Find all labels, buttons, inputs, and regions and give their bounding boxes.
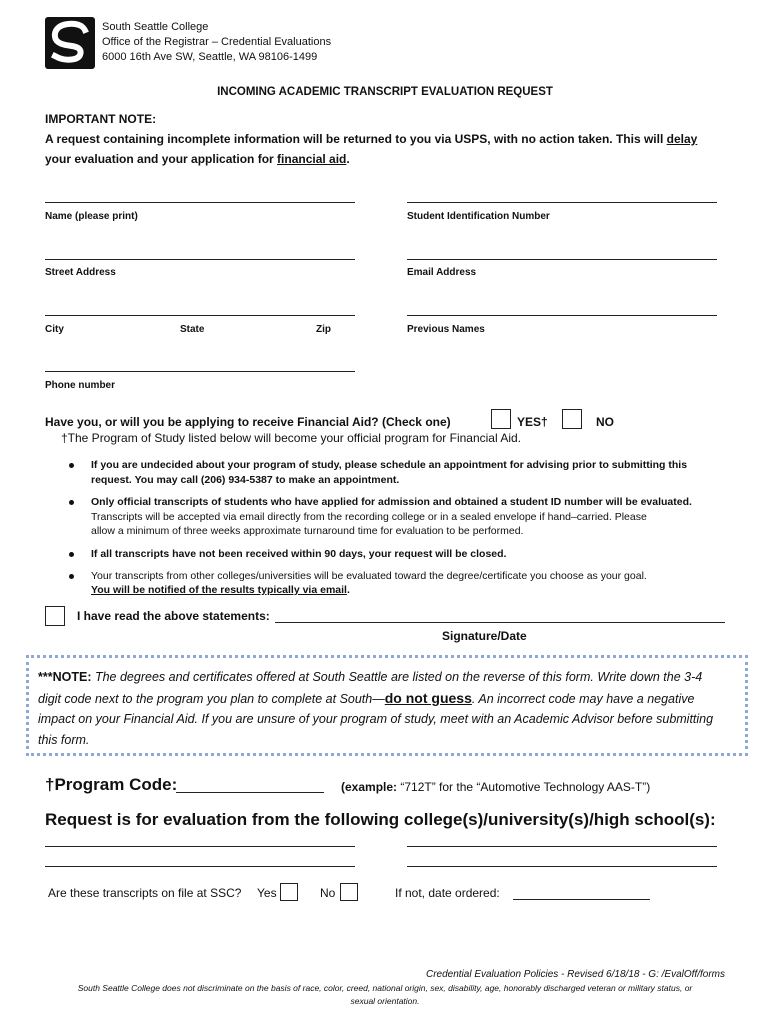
- note-line1: [38, 667, 702, 688]
- on-file-yes-label: Yes: [257, 886, 277, 900]
- header-college: South Seattle College: [102, 21, 209, 33]
- financial-aid-no-checkbox[interactable]: [562, 409, 582, 429]
- note-line2-text: digit code next to the program you plan to complete at South—: [38, 692, 385, 706]
- bullet1-line2: request. You may call (206) 934-5387 to make an appointment.: [91, 474, 400, 486]
- phone-label: Phone number: [45, 380, 116, 391]
- bullet-dot: [69, 500, 74, 505]
- bullet2-line1: Only official transcripts of students who have applied for admission and obtained a student ID number will be evaluated.: [91, 496, 692, 508]
- email-field[interactable]: [407, 259, 717, 260]
- header-address: 6000 16th Ave SW, Seattle, WA 98106-1499: [102, 51, 318, 63]
- signature-field[interactable]: [275, 622, 725, 623]
- note-line1-text: A request containing incomplete information will be returned to you via USPS, with no action taken. This will: [45, 132, 667, 146]
- financial-aid-question: Have you, or will you be applying to receive Financial Aid? (Check one): [45, 415, 451, 429]
- date-ordered-label: If not, date ordered:: [395, 886, 500, 900]
- student-id-label: Student Identification Number: [407, 211, 550, 222]
- footer-nondiscrimination-2: sexual orientation.: [350, 996, 420, 1006]
- page-title: INCOMING ACADEMIC TRANSCRIPT EVALUATION REQUEST: [217, 86, 553, 98]
- zip-label: Zip: [316, 324, 331, 335]
- name-field[interactable]: [45, 202, 355, 203]
- name-label: Name (please print): [45, 211, 138, 222]
- bullet4-notified-text: You will be notified of the results typically via email: [91, 584, 347, 596]
- institution-field-1[interactable]: [45, 846, 355, 847]
- previous-names-field[interactable]: [407, 315, 717, 316]
- important-note-line2: [45, 152, 350, 166]
- header-office: Office of the Registrar – Credential Evaluations: [102, 36, 332, 48]
- street-field[interactable]: [45, 259, 355, 260]
- note-line2-end: . An incorrect code may have a negative: [471, 692, 695, 706]
- institution-field-3[interactable]: [45, 866, 355, 867]
- program-code-label: †Program Code:: [45, 775, 178, 794]
- note-financial-aid-text: financial aid: [277, 152, 347, 166]
- financial-aid-no-label: NO: [596, 415, 614, 429]
- state-label: State: [180, 324, 205, 335]
- example-text: “712T” for the “Automotive Technology AAS-T”): [397, 780, 651, 794]
- footer-policy: Credential Evaluation Policies - Revised 6/18/18 - G: /EvalOff/forms: [425, 969, 725, 980]
- request-heading: Request is for evaluation from the following college(s)/university(s)/high school(s):: [45, 810, 716, 829]
- example-label: (example:: [341, 780, 398, 794]
- note-line2-text: your evaluation and your application for: [45, 152, 278, 166]
- bullet-dot: [69, 574, 74, 579]
- city-state-zip-field[interactable]: [45, 315, 355, 316]
- on-file-question: Are these transcripts on file at SSC?: [48, 886, 242, 900]
- street-label: Street Address: [45, 267, 116, 278]
- note-line2-end: .: [346, 152, 350, 166]
- institution-field-4[interactable]: [407, 866, 717, 867]
- previous-names-label: Previous Names: [407, 324, 485, 335]
- do-not-guess-text: do not guess: [384, 690, 472, 706]
- phone-field[interactable]: [45, 371, 355, 372]
- student-id-field[interactable]: [407, 202, 717, 203]
- read-statements-label: I have read the above statements:: [77, 609, 270, 623]
- bullet4-line1: Your transcripts from other colleges/universities will be evaluated toward the degree/certificate you choose as your goal.: [91, 570, 647, 582]
- program-code-field[interactable]: [176, 792, 324, 793]
- important-note-line1: [45, 132, 697, 146]
- note-delay-text: delay: [666, 132, 698, 146]
- note-line4: this form.: [38, 733, 90, 747]
- city-label: City: [45, 324, 64, 335]
- program-code-example: [341, 780, 650, 794]
- bullet2-line2: Transcripts will be accepted via email directly from the recording college or in a sealed envelope if hand–carried. Please: [91, 511, 647, 523]
- note-line3: impact on your Financial Aid. If you are unsure of your program of study, meet with an Academic Advisor before submitting: [38, 712, 714, 726]
- college-logo: [45, 17, 95, 69]
- on-file-no-label: No: [320, 886, 336, 900]
- bullet4-end: .: [346, 584, 350, 596]
- bullet-dot: [69, 463, 74, 468]
- on-file-no-checkbox[interactable]: [340, 883, 358, 901]
- institution-field-2[interactable]: [407, 846, 717, 847]
- read-statements-checkbox[interactable]: [45, 606, 65, 626]
- signature-date-label: Signature/Date: [442, 629, 527, 643]
- on-file-yes-checkbox[interactable]: [280, 883, 298, 901]
- note-line1-text: The degrees and certificates offered at South Seattle are listed on the reverse of this form. Write down the 3-4: [91, 670, 703, 684]
- email-label: Email Address: [407, 267, 477, 278]
- bullet-dot: [69, 552, 74, 557]
- important-note-heading: IMPORTANT NOTE:: [45, 112, 157, 126]
- bullet4-line2: [91, 584, 350, 596]
- financial-aid-note: †The Program of Study listed below will become your official program for Financial Aid.: [61, 431, 521, 445]
- note-line2: [38, 688, 694, 710]
- financial-aid-yes-checkbox[interactable]: [491, 409, 511, 429]
- bullet2-line3: allow a minimum of three weeks approximate turnaround time for evaluation to be performed.: [91, 525, 524, 537]
- logo-s-icon: [45, 17, 95, 69]
- note-prefix: ***NOTE:: [38, 670, 92, 684]
- bullet1-line1: If you are undecided about your program of study, please schedule an appointment for advising prior to submitting this: [91, 459, 688, 471]
- financial-aid-yes-label: YES†: [517, 415, 548, 429]
- date-ordered-field[interactable]: [513, 899, 650, 900]
- footer-nondiscrimination-1: South Seattle College does not discriminate on the basis of race, color, creed, national origin, sex, disability, age, honorably discharged veteran or military status, or: [77, 983, 693, 993]
- bullet3-text: If all transcripts have not been received within 90 days, your request will be closed.: [91, 548, 507, 560]
